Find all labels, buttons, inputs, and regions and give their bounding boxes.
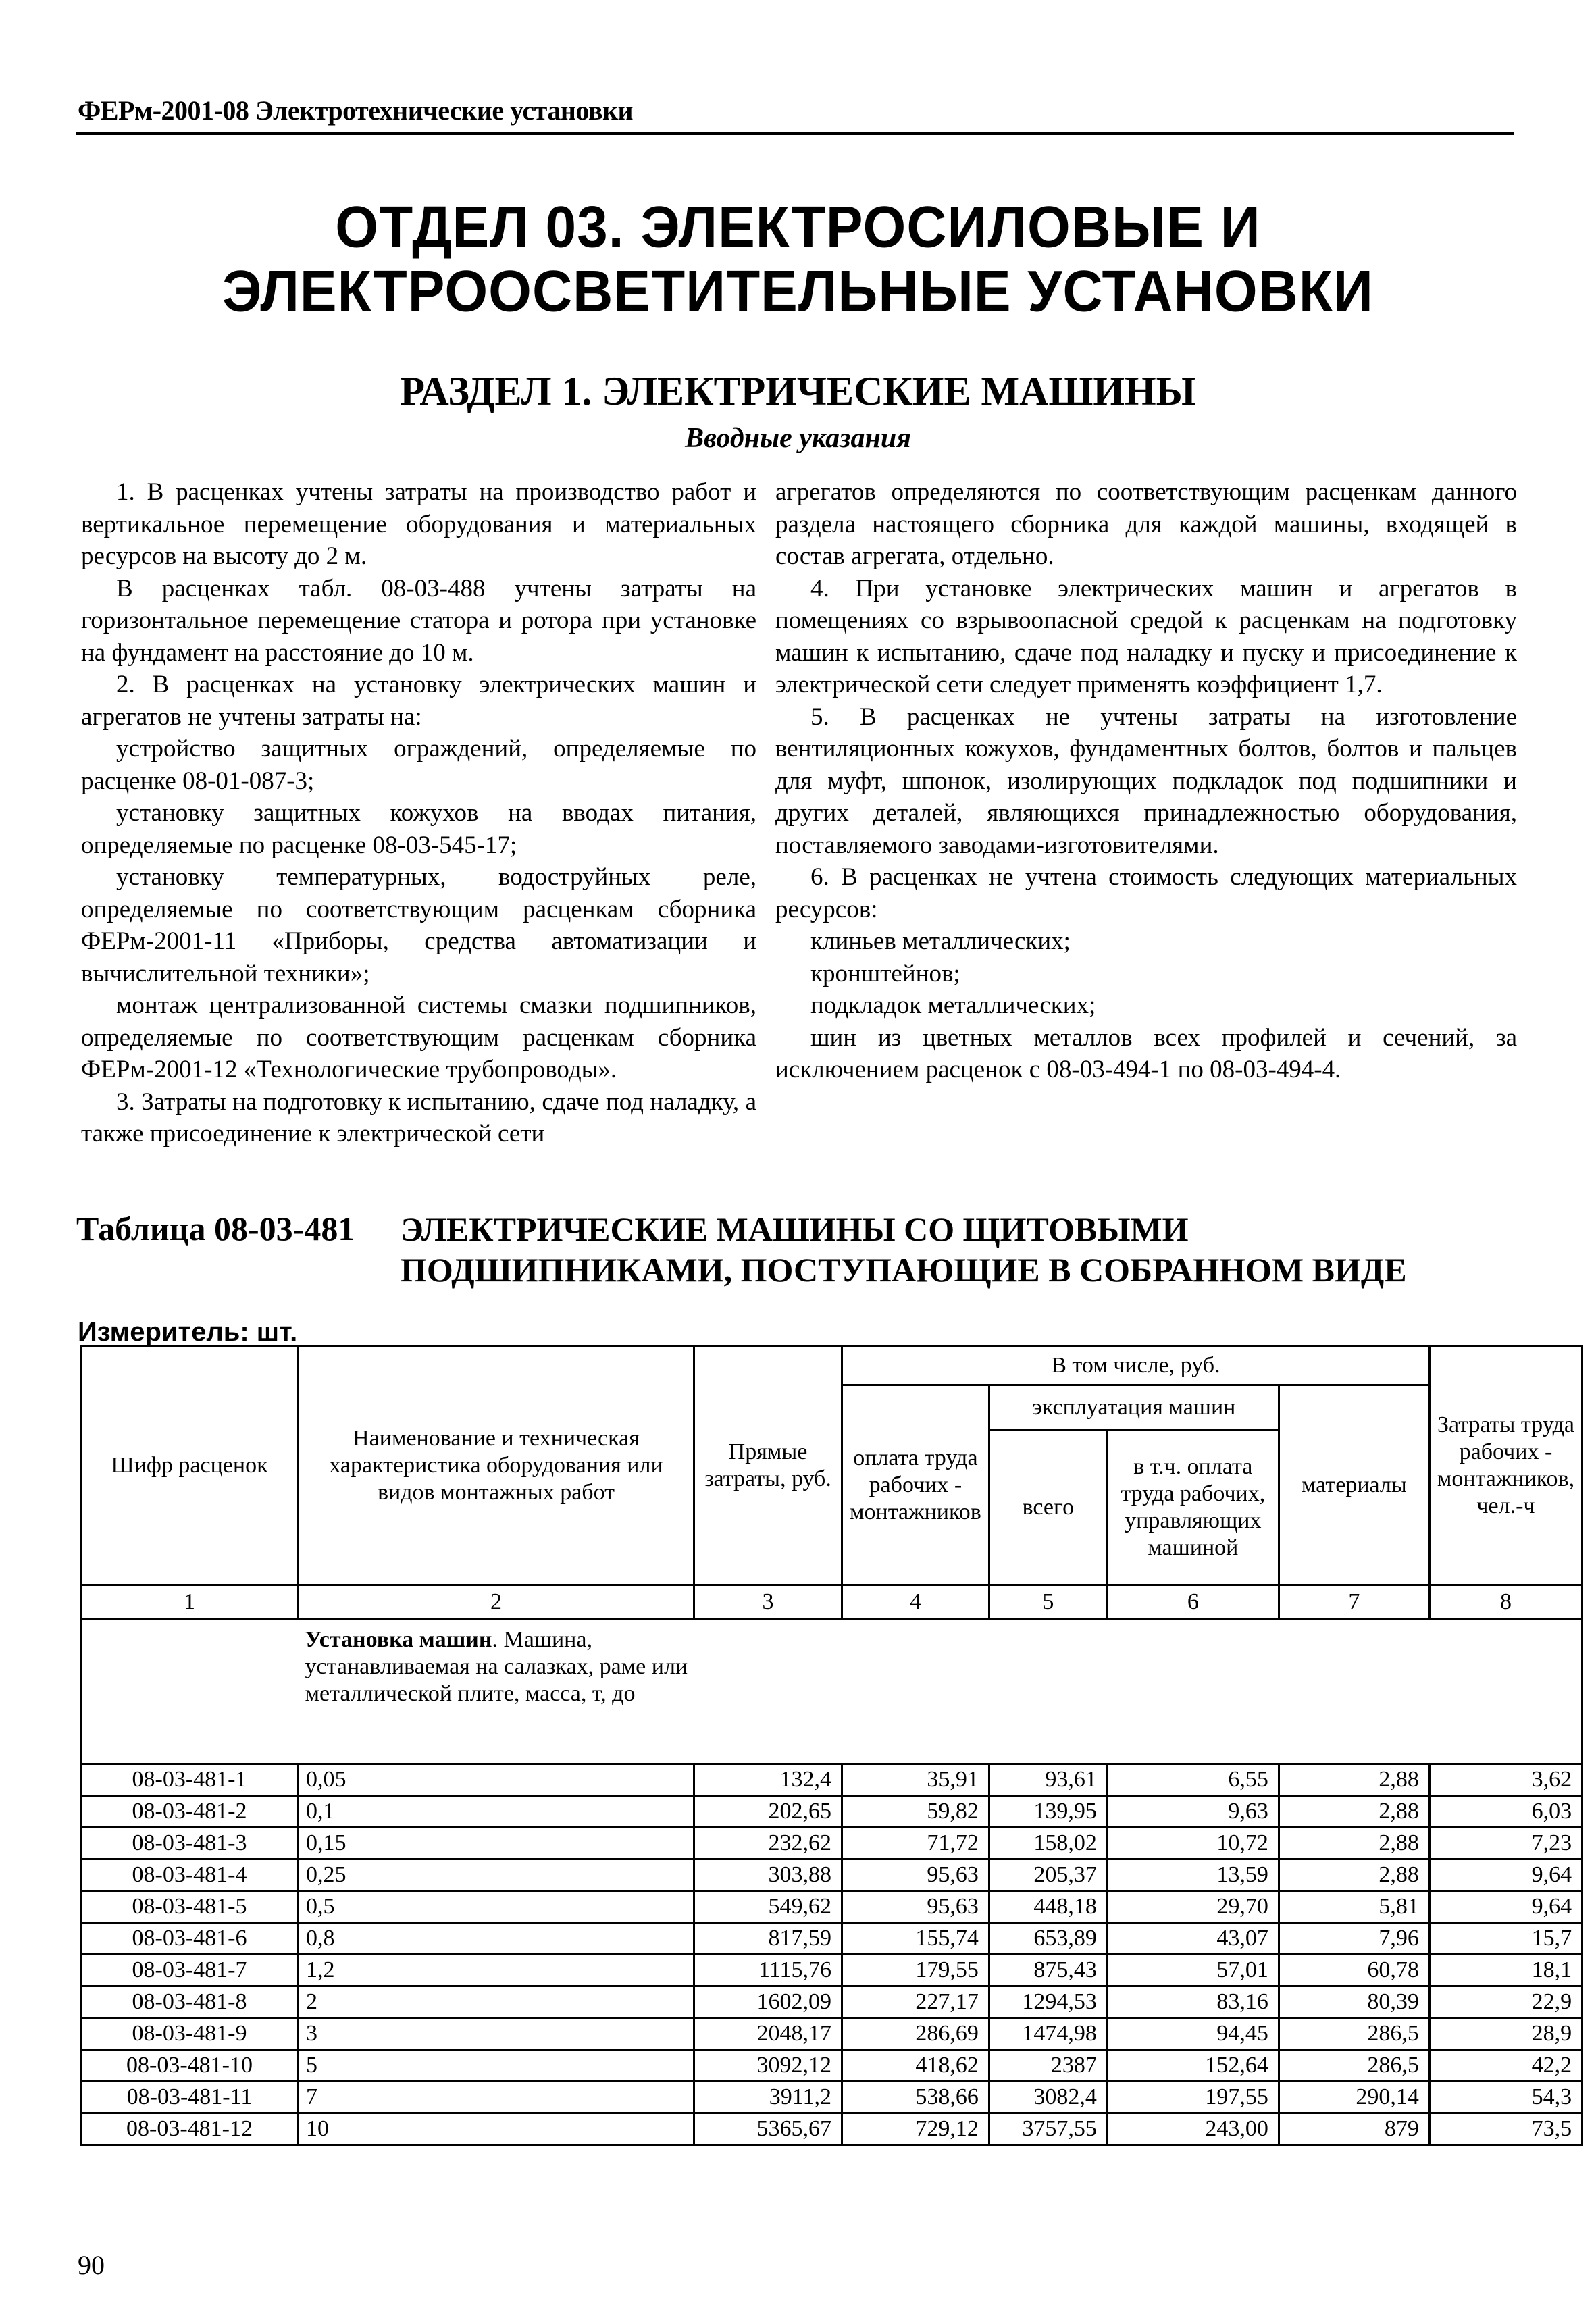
row-materials: 879 (1279, 2113, 1429, 2145)
row-mass: 2 (299, 1986, 694, 2018)
row-code: 08-03-481-8 (81, 1986, 299, 2018)
row-code: 08-03-481-12 (81, 2113, 299, 2145)
column-number: 7 (1279, 1585, 1429, 1619)
row-machines-wages: 13,59 (1107, 1859, 1279, 1891)
row-code: 08-03-481-11 (81, 2082, 299, 2113)
row-machines-wages: 29,70 (1107, 1891, 1279, 1923)
header-code: Шифр расценок (81, 1347, 299, 1585)
header-wages: оплата труда рабочих - монтажников (842, 1385, 989, 1585)
column-number: 3 (694, 1585, 842, 1619)
row-labor: 28,9 (1429, 2018, 1582, 2050)
group-label-bold: Установка машин (305, 1627, 492, 1652)
column-number: 5 (989, 1585, 1107, 1619)
paragraph: 5. В расценках не учтены затраты на изготовление вентиляционных кожухов, фундаментных болтов, болтов и пальцев для муфт, шпонок, изолирующих подкладок под подшипники и других деталей, являющихся принадлежностью оборудования, поставляемого заводами-изготовителями. (775, 702, 1517, 859)
row-machines-total: 158,02 (989, 1828, 1107, 1859)
row-materials: 2,88 (1279, 1828, 1429, 1859)
department-title-line-1: ОТДЕЛ 03. ЭЛЕКТРОСИЛОВЫЕ И (335, 195, 1261, 260)
page-number: 90 (78, 2250, 105, 2280)
row-machines-wages: 152,64 (1107, 2050, 1279, 2082)
table-row (81, 1828, 1582, 1859)
table-row (81, 1955, 1582, 1986)
row-machines-wages: 9,63 (1107, 1796, 1279, 1828)
list-item: кронштейнов; (810, 959, 960, 987)
column-number: 2 (299, 1585, 694, 1619)
group-label-rest: . Машина, устанавливаемая на салазках, раме или металлической плите, масса, т, до (305, 1627, 688, 1706)
table-row (81, 1859, 1582, 1891)
row-labor: 7,23 (1429, 1828, 1582, 1859)
table-body (81, 1764, 1582, 2145)
paragraph: монтаж централизованной системы смазки подшипников, определяемые по соответствующим расценкам сборника ФЕРм-2001-12 «Технологические трубопроводы». (81, 992, 756, 1083)
row-mass: 0,25 (299, 1859, 694, 1891)
row-wages: 71,72 (842, 1828, 989, 1859)
row-labor: 9,64 (1429, 1859, 1582, 1891)
row-direct: 232,62 (694, 1828, 842, 1859)
row-direct: 1602,09 (694, 1986, 842, 2018)
row-machines-wages: 197,55 (1107, 2082, 1279, 2113)
row-machines-total: 2387 (989, 2050, 1107, 2082)
table-row (81, 1796, 1582, 1828)
row-machines-total: 139,95 (989, 1796, 1107, 1828)
row-wages: 155,74 (842, 1923, 989, 1955)
paragraph: устройство защитных ограждений, определяемые по расценке 08-01-087-3; (81, 735, 756, 795)
row-mass: 0,5 (299, 1891, 694, 1923)
row-labor: 9,64 (1429, 1891, 1582, 1923)
paragraph: 2. В расценках на установку электрических машин и агрегатов не учтены затраты на: (81, 671, 756, 731)
row-direct: 549,62 (694, 1891, 842, 1923)
row-machines-total: 653,89 (989, 1923, 1107, 1955)
table-title (401, 1209, 1407, 1290)
row-machines-wages: 43,07 (1107, 1923, 1279, 1955)
table-row (81, 2082, 1582, 2113)
row-machines-wages: 83,16 (1107, 1986, 1279, 2018)
row-direct: 817,59 (694, 1923, 842, 1955)
department-title-line-2: ЭЛЕКТРООСВЕТИТЕЛЬНЫЕ УСТАНОВКИ (222, 259, 1374, 324)
row-direct: 3092,12 (694, 2050, 842, 2082)
row-mass: 10 (299, 2113, 694, 2145)
row-mass: 5 (299, 2050, 694, 2082)
table-meter: Измеритель: шт. (78, 1317, 298, 1347)
row-direct: 2048,17 (694, 2018, 842, 2050)
row-materials: 290,14 (1279, 2082, 1429, 2113)
row-materials: 2,88 (1279, 1764, 1429, 1796)
row-machines-total: 3082,4 (989, 2082, 1107, 2113)
header-including: В том числе, руб. (842, 1347, 1430, 1385)
row-wages: 179,55 (842, 1955, 989, 1986)
intro-heading: Вводные указания (685, 423, 911, 454)
row-mass: 7 (299, 2082, 694, 2113)
row-labor: 6,03 (1429, 1796, 1582, 1828)
row-direct: 3911,2 (694, 2082, 842, 2113)
table-title-line-2: ПОДШИПНИКАМИ, ПОСТУПАЮЩИЕ В СОБРАННОМ ВИДЕ (401, 1251, 1407, 1289)
row-direct: 303,88 (694, 1859, 842, 1891)
row-materials: 80,39 (1279, 1986, 1429, 2018)
row-machines-total: 1294,53 (989, 1986, 1107, 2018)
paragraph: 6. В расценках не учтена стоимость следующих материальных ресурсов: (775, 863, 1517, 923)
column-number: 6 (1107, 1585, 1279, 1619)
row-direct: 132,4 (694, 1764, 842, 1796)
row-code: 08-03-481-7 (81, 1955, 299, 1986)
section-title: РАЗДЕЛ 1. ЭЛЕКТРИЧЕСКИЕ МАШИНЫ (400, 369, 1196, 413)
row-mass: 1,2 (299, 1955, 694, 1986)
row-wages: 538,66 (842, 2082, 989, 2113)
row-materials: 286,5 (1279, 2050, 1429, 2082)
row-wages: 227,17 (842, 1986, 989, 2018)
header-machines-total: всего (989, 1430, 1107, 1585)
table-row (81, 2050, 1582, 2082)
row-machines-wages: 243,00 (1107, 2113, 1279, 2145)
row-wages: 418,62 (842, 2050, 989, 2082)
row-mass: 3 (299, 2018, 694, 2050)
row-wages: 286,69 (842, 2018, 989, 2050)
table-row (81, 1764, 1582, 1796)
paragraph: 1. В расценках учтены затраты на производство работ и вертикальное перемещение оборудования и материальных ресурсов на высоту до 2 м. (81, 478, 756, 570)
row-labor: 3,62 (1429, 1764, 1582, 1796)
header-machines-wages: в т.ч. оплата труда рабочих, управляющих машиной (1107, 1430, 1279, 1585)
row-materials: 7,96 (1279, 1923, 1429, 1955)
row-direct: 5365,67 (694, 2113, 842, 2145)
row-mass: 0,05 (299, 1764, 694, 1796)
list-item: шин из цветных металлов всех профилей и сечений, за исключением расценок с 08-03-494-1 по 08-03-494-4. (775, 1023, 1517, 1083)
row-code: 08-03-481-3 (81, 1828, 299, 1859)
row-code: 08-03-481-10 (81, 2050, 299, 2082)
table-row (81, 2018, 1582, 2050)
row-code: 08-03-481-1 (81, 1764, 299, 1796)
row-labor: 18,1 (1429, 1955, 1582, 1986)
header-machines: эксплуатация машин (989, 1385, 1279, 1430)
list-item: клиньев металлических; (810, 927, 1071, 955)
header-rule (76, 132, 1514, 135)
header-materials: материалы (1279, 1385, 1429, 1585)
table-row (81, 1986, 1582, 2018)
row-wages: 95,63 (842, 1859, 989, 1891)
row-machines-total: 448,18 (989, 1891, 1107, 1923)
row-direct: 202,65 (694, 1796, 842, 1828)
column-number: 8 (1429, 1585, 1582, 1619)
row-code: 08-03-481-9 (81, 2018, 299, 2050)
table-row (81, 2113, 1582, 2145)
header-name: Наименование и техническая характеристика оборудования или видов монтажных работ (299, 1347, 694, 1585)
rates-table (80, 1345, 1583, 2146)
table-row (81, 1891, 1582, 1923)
row-labor: 73,5 (1429, 2113, 1582, 2145)
header-labor: Затраты труда рабочих - монтажников, чел.-ч (1429, 1347, 1582, 1585)
row-code: 08-03-481-6 (81, 1923, 299, 1955)
row-mass: 0,8 (299, 1923, 694, 1955)
row-wages: 95,63 (842, 1891, 989, 1923)
row-labor: 22,9 (1429, 1986, 1582, 2018)
row-machines-wages: 6,55 (1107, 1764, 1279, 1796)
group-spacer (81, 1619, 299, 1764)
row-mass: 0,15 (299, 1828, 694, 1859)
row-wages: 59,82 (842, 1796, 989, 1828)
row-direct: 1115,76 (694, 1955, 842, 1986)
row-machines-wages: 94,45 (1107, 2018, 1279, 2050)
row-labor: 54,3 (1429, 2082, 1582, 2113)
table-title-line-1: ЭЛЕКТРИЧЕСКИЕ МАШИНЫ СО ЩИТОВЫМИ (401, 1210, 1189, 1248)
row-wages: 35,91 (842, 1764, 989, 1796)
intro-right-column (775, 476, 1517, 1086)
row-machines-total: 3757,55 (989, 2113, 1107, 2145)
intro-left-column (81, 476, 756, 1150)
table-number: Таблица 08-03-481 (76, 1210, 355, 1248)
row-machines-wages: 10,72 (1107, 1828, 1279, 1859)
row-materials: 286,5 (1279, 2018, 1429, 2050)
paragraph: установку защитных кожухов на вводах питания, определяемые по расценке 08-03-545-17; (81, 799, 756, 859)
paragraph-continuation: агрегатов определяются по соответствующим расценкам данного раздела настоящего сборника для каждой машины, входящей в состав агрегата, отдельно. (775, 478, 1517, 570)
row-machines-total: 1474,98 (989, 2018, 1107, 2050)
row-machines-wages: 57,01 (1107, 1955, 1279, 1986)
row-materials: 2,88 (1279, 1796, 1429, 1828)
row-labor: 15,7 (1429, 1923, 1582, 1955)
row-code: 08-03-481-4 (81, 1859, 299, 1891)
list-item: подкладок металлических; (810, 992, 1096, 1019)
header-direct: Прямые затраты, руб. (694, 1347, 842, 1585)
column-number: 4 (842, 1585, 989, 1619)
table-row (81, 1923, 1582, 1955)
row-materials: 2,88 (1279, 1859, 1429, 1891)
row-code: 08-03-481-2 (81, 1796, 299, 1828)
row-machines-total: 875,43 (989, 1955, 1107, 1986)
running-head: ФЕРм-2001-08 Электротехнические установки (78, 95, 634, 126)
row-labor: 42,2 (1429, 2050, 1582, 2082)
row-materials: 5,81 (1279, 1891, 1429, 1923)
paragraph: 4. При установке электрических машин и агрегатов в помещениях со взрывоопасной средой к расценкам на подготовку машин к испытанию, сдаче под наладку и пуску и присоединение к электрической сети следует применять коэффициент 1,7. (775, 574, 1517, 698)
paragraph: 3. Затраты на подготовку к испытанию, сдаче под наладку, а также присоединение к электрической сети (81, 1087, 756, 1148)
row-mass: 0,1 (299, 1796, 694, 1828)
row-wages: 729,12 (842, 2113, 989, 2145)
row-machines-total: 205,37 (989, 1859, 1107, 1891)
row-code: 08-03-481-5 (81, 1891, 299, 1923)
row-machines-total: 93,61 (989, 1764, 1107, 1796)
paragraph: В расценках табл. 08-03-488 учтены затраты на горизонтальное перемещение статора и ротора при установке на фундамент на расстояние до 10 м. (81, 574, 756, 667)
column-number: 1 (81, 1585, 299, 1619)
group-label (299, 1619, 1582, 1764)
paragraph: установку температурных, водоструйных реле, определяемые по соответствующим расценкам сборника ФЕРм-2001-11 «Приборы, средства автоматизации и вычислительной техники»; (81, 863, 756, 987)
row-materials: 60,78 (1279, 1955, 1429, 1986)
